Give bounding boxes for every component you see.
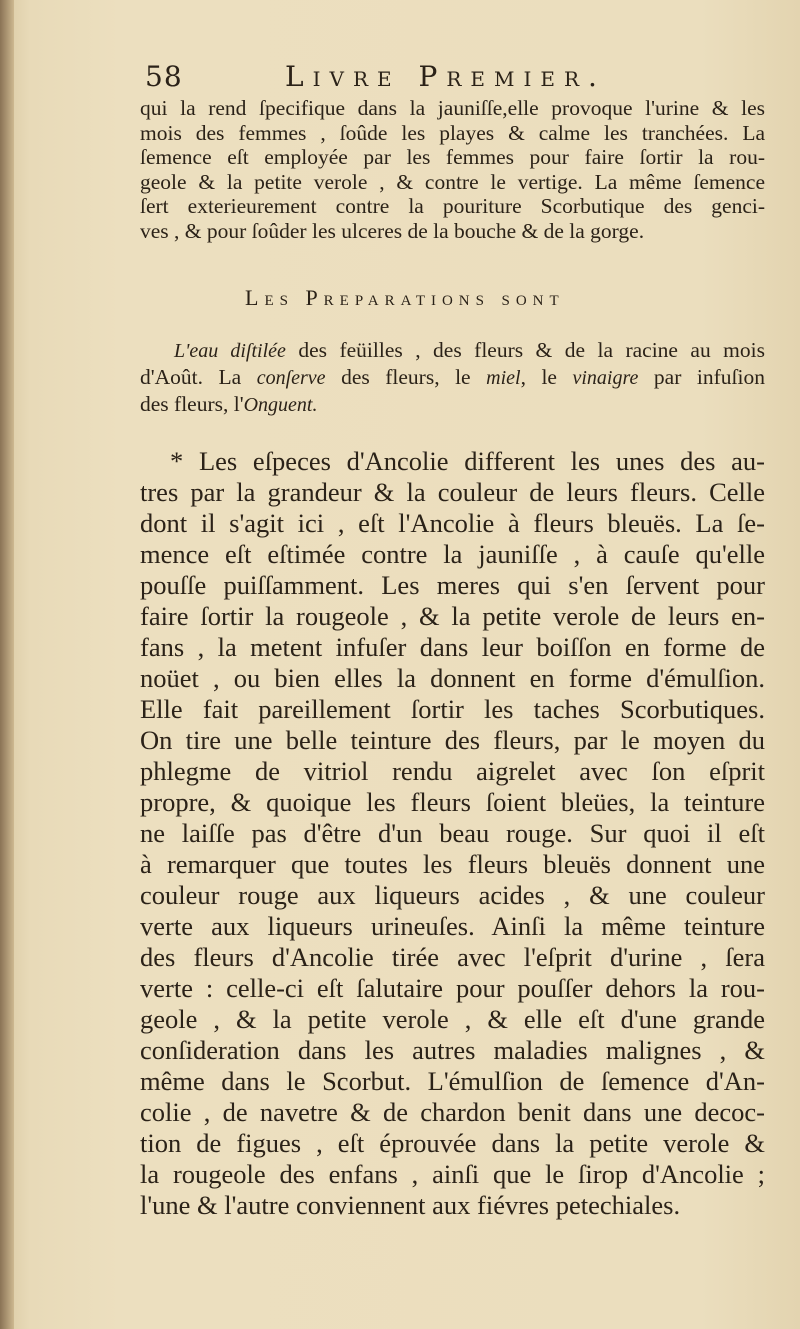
text-line: faire ſortir la rougeole , & la petite verole de leurs en- <box>140 601 765 631</box>
text-line <box>140 364 765 391</box>
italic-term: Onguent. <box>243 394 318 416</box>
text-line: * Les eſpeces d'Ancolie different les unes des au- <box>170 446 765 476</box>
text-run: des fleurs, l' <box>140 392 244 416</box>
text-line: à remarquer que toutes les fleurs bleuës donnent une <box>140 849 765 879</box>
text-line: couleur rouge aux liqueurs acides , & une couleur <box>140 880 765 910</box>
text-line: conſideration dans les autres maladies malignes , & <box>140 1035 765 1065</box>
text-line: geole , & la petite verole , & elle eſt d'une grande <box>140 1004 765 1034</box>
italic-term: miel <box>486 367 521 389</box>
paragraph-continued <box>140 96 765 243</box>
text-line: geole & la petite verole , & contre le vertige. La même ſemence <box>140 169 765 194</box>
text-line: dont il s'agit ici , eſt l'Ancolie à fleurs bleuës. La ſe- <box>140 508 765 538</box>
text-line: la rougeole des enfans , ainſi que le ſirop d'Ancolie ; <box>140 1159 765 1189</box>
text-line: phlegme de vitriol rendu aigrelet avec ſon eſprit <box>140 756 765 786</box>
section-heading: Les Preparations sont <box>245 285 565 310</box>
text-line: mois des femmes , ſoûde les playes & calme les tranchées. La <box>140 120 765 145</box>
text-run: des fleurs, le <box>325 365 487 389</box>
text-line: ves , & pour ſoûder les ulceres de la bouche & de la gorge. <box>140 218 645 243</box>
text-line: colie , de navetre & de chardon benit dans une decoc- <box>140 1097 765 1127</box>
italic-term: vinaigre <box>572 367 639 389</box>
text-line: tres par la grandeur & la couleur de leurs fleurs. Celle <box>140 477 765 507</box>
page-number: 58 <box>145 60 183 93</box>
text-line <box>140 337 765 364</box>
book-gutter <box>0 0 14 1329</box>
text-line: verte : celle-ci eſt ſalutaire pour pouſſer dehors la rou- <box>140 973 765 1003</box>
text-line <box>140 391 765 418</box>
text-line: On tire une belle teinture des fleurs, par le moyen du <box>140 725 765 755</box>
text-line: verte aux liqueurs urineuſes. Ainſi la même teinture <box>140 911 765 941</box>
text-line: même dans le Scorbut. L'émulſion de ſemence d'An- <box>140 1066 765 1096</box>
text-line: pouſſe puiſſamment. Les meres qui s'en ſervent pour <box>140 570 765 600</box>
text-line: ſert exterieurement contre la pouriture Scorbutique des genci- <box>140 194 765 218</box>
italic-term: conſerve <box>256 367 326 389</box>
text-line: noüet , ou bien elles la donnent en forme d'émulſion. <box>140 663 765 693</box>
text-run: , le <box>520 365 573 389</box>
text-run: des feüilles , des fleurs & de la racine au mois <box>285 338 765 362</box>
text-line: des fleurs d'Ancolie tirée avec l'eſprit d'urine , ſera <box>140 942 765 972</box>
text-line: ne laiſſe pas d'être d'un beau rouge. Sur quoi il eſt <box>140 818 765 848</box>
text-line: mence eſt eſtimée contre la jauniſſe , à cauſe qu'elle <box>140 539 765 569</box>
text-line: qui la rend ſpecifique dans la jauniſſe,elle provoque l'urine & les <box>140 96 765 120</box>
running-head: Livre Premier. <box>285 60 606 93</box>
text-line: Elle fait pareillement ſortir les taches Scorbutiques. <box>140 694 765 724</box>
text-line: l'une & l'autre conviennent aux fiévres petechiales. <box>140 1190 681 1220</box>
text-line: propre, & quoique les fleurs ſoient bleües, la teinture <box>140 787 765 817</box>
text-line: ſemence eſt employée par les femmes pour faire ſortir la rou- <box>140 145 765 169</box>
text-run: d'Août. La <box>140 365 257 389</box>
text-line: tion de figues , eſt éprouvée dans la petite verole & <box>140 1128 765 1158</box>
page-header <box>145 60 765 96</box>
commentary-paragraph <box>140 446 765 1221</box>
text-line: fans , la metent infuſer dans leur boiſſon en forme de <box>140 632 765 662</box>
preparations-paragraph <box>140 337 765 418</box>
italic-term: L'eau diſtilée <box>174 340 286 362</box>
text-run: par infuſion <box>638 365 765 389</box>
